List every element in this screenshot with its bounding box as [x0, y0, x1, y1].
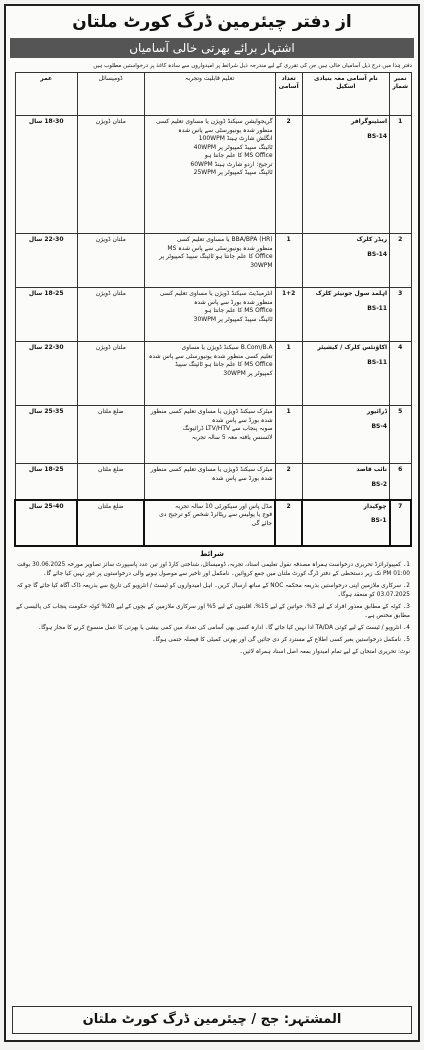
conditions-section — [6, 547, 418, 657]
table-row — [15, 342, 411, 406]
post-name: نائب قاصد — [356, 466, 388, 473]
header-count: تعداد آسامی — [275, 73, 302, 116]
table-row — [15, 288, 411, 342]
education-line: Office کا علم جانتا ہو ٹائپنگ سپیڈ کمپیوٹر پر — [159, 253, 273, 260]
post-scale: BS-1 — [370, 517, 387, 524]
header-domicile: ڈومیسائل — [77, 73, 144, 116]
cell-count: 1+2 — [275, 288, 302, 342]
header-post: نام آسامی معہ بنیادی اسکیل — [302, 73, 389, 116]
post-name: ڈرائیور — [366, 408, 388, 415]
education-line: ٹائپنگ سپیڈ کمپیوٹر پر 30WPM — [193, 315, 273, 323]
cell-no: 7 — [390, 500, 411, 546]
cell-post — [302, 500, 389, 546]
cell-post — [302, 116, 389, 234]
education-line: 30WPM — [250, 261, 273, 269]
advertiser-footer: المشتہر: جج / چیئرمین ڈرگ کورٹ ملتان — [12, 1006, 412, 1034]
education-line: تعلیم کسی منظور شدہ یونیورسٹی سے پاس شدہ — [148, 352, 273, 360]
education-line: میٹرک سیکنڈ ڈویژن یا مساوی تعلیم کسی منظور — [150, 408, 273, 415]
cell-education — [144, 464, 275, 500]
post-name: اکاؤنٹس کلرک / کیشیئر — [317, 344, 388, 351]
cell-count: 1 — [275, 234, 302, 288]
condition-item: 3۔ کوٹہ کے مطابق معذور افراد کے لیے 3%، خواتین کے لیے 15%، اقلیتوں کے لیے 5% اور سرکاری ملازمین کے بچوں کے لیے 20% کوٹہ حکومت پنجاب کی پالیسی کے مطابق مختص ہے۔ — [16, 603, 410, 619]
post-name: ریڈر کلرک — [356, 236, 388, 243]
education-line: منظور شدہ یونیورسٹی سے پاس شدہ MS — [167, 244, 273, 252]
cell-domicile: ملتان ڈویژن — [77, 342, 144, 406]
education-line: ٹائپنگ سپیڈ کمپیوٹر پر 40WPM — [193, 143, 273, 151]
cell-domicile: ملتان ڈویژن — [77, 116, 144, 234]
condition-item: 5۔ نامکمل درخواستیں بغیر کسی اطلاع کے مسترد کر دی جائیں گی اور بھرتی کمیٹی کا فیصلہ حتمی ہوگا۔ — [152, 636, 410, 643]
cell-domicile: ملتان ڈویژن — [77, 288, 144, 342]
condition-item: نوٹ: تحریری امتحان کے لیے تمام امیدوار بمعہ اصل اسناد ہمراہ لائیں۔ — [239, 648, 410, 655]
condition-item: 1۔ کمپیوٹرائزڈ تحریری درخواست ہمراہ مصدقہ نقول تعلیمی اسناد، تجربہ، ڈومیسائل، شناختی کارڈ اور تین عدد پاسپورٹ سائز تصاویر مورخہ 30.06.2025 بوقت 01:00 PM تک زیر دستخطی کے دفتر ڈرگ کورٹ ملتان میں جمع کروائیں۔ نامکمل اور تاخیر سے موصول ہونے والی درخواستوں پر غور نہیں کیا جائے گا۔ — [17, 561, 410, 577]
education-line: صوبہ پنجاب سے LTV/HTV ڈرائیونگ — [182, 425, 273, 432]
header-no: نمبر شمار — [390, 73, 411, 116]
cell-count: 2 — [275, 464, 302, 500]
cell-no: 1 — [390, 116, 411, 234]
education-line: انگلش شارٹ ہینڈ 100WPM — [198, 135, 273, 142]
cell-post — [302, 234, 389, 288]
cell-no: 3 — [390, 288, 411, 342]
education-line: ٹائپنگ سپیڈ کمپیوٹر پر 25WPM — [193, 169, 273, 176]
cell-post — [302, 288, 389, 342]
post-name: چوکیدار — [363, 502, 387, 510]
condition-item: 4۔ انٹرویو / ٹیسٹ کے لیے کوئی TA/DA ادا نہیں کیا جائے گا۔ ادارہ کسی بھی آسامی کی تعداد میں کمی بیشی یا بھرتی کا عمل منسوخ کرنے کا مجاز ہوگا۔ — [37, 624, 410, 631]
ad-banner: اشتہار برائے بھرتی خالی آسامیاں — [10, 38, 414, 58]
conditions-list — [14, 561, 410, 657]
cell-age: 18-25 سال — [15, 464, 77, 500]
cell-education — [144, 116, 275, 234]
education-line: انٹرمیڈیٹ سیکنڈ ڈویژن یا مساوی تعلیم کسی — [159, 290, 273, 297]
cell-post — [302, 406, 389, 464]
cell-education — [144, 288, 275, 342]
education-line: منظور شدہ بورڈ سے پاس شدہ — [194, 298, 273, 306]
cell-education — [144, 406, 275, 464]
office-title: از دفتر چیئرمین ڈرگ کورٹ ملتان — [72, 12, 352, 32]
education-line: شدہ بورڈ سے پاس شدہ — [211, 474, 273, 482]
cell-age: 18-25 سال — [15, 288, 77, 342]
education-line: MS Office کا علم جانتا ہو — [204, 307, 273, 314]
cell-no: 5 — [390, 406, 411, 464]
cell-count: 1 — [275, 406, 302, 464]
condition-item: 2۔ سرکاری ملازمین اپنی درخواستیں بذریعہ محکمہ NOC کے ساتھ ارسال کریں۔ اہل امیدواروں کو ٹیسٹ / انٹرویو کی تاریخ سے بذریعہ ڈاک آگاہ کیا جائے گا جو کہ 03.07.2025 کو منعقد ہوگا۔ — [16, 582, 410, 598]
education-line: MS Office کا علم جانتا ہو ٹائپنگ سپیڈ — [175, 361, 273, 368]
cell-age: 18-30 سال — [15, 116, 77, 234]
post-name: اسٹینوگرافر — [351, 118, 388, 125]
conditions-heading: شرائط — [200, 549, 224, 558]
table-row — [15, 500, 411, 546]
cell-domicile: ضلع ملتان — [77, 406, 144, 464]
post-scale: BS-11 — [367, 304, 388, 312]
education-line: ترجیح: اردو شارٹ ہینڈ 60WPM — [190, 160, 273, 168]
table-row — [15, 116, 411, 234]
cell-domicile: ملتان ڈویژن — [77, 234, 144, 288]
cell-age: 22-30 سال — [15, 342, 77, 406]
cell-count: 2 — [275, 116, 302, 234]
post-scale: BS-11 — [367, 358, 388, 366]
header-education: تعلیم قابلیت وتجربہ — [144, 73, 275, 116]
header-age: عمر — [15, 73, 77, 116]
education-line: جائے گی — [251, 519, 273, 527]
education-line: شدہ بورڈ سے پاس شدہ — [211, 416, 273, 424]
post-scale: BS-14 — [367, 132, 388, 140]
cell-domicile: ضلع ملتان — [77, 464, 144, 500]
cell-no: 4 — [390, 342, 411, 406]
table-row — [15, 464, 411, 500]
education-line: MS Office کا علم جانتا ہو — [204, 152, 273, 159]
post-name: اہلمد سول جونیئر کلرک — [315, 290, 388, 297]
table-row — [15, 234, 411, 288]
vacancy-table — [14, 72, 412, 547]
education-line: میٹرک سیکنڈ ڈویژن یا مساوی تعلیم کسی منظور — [150, 466, 273, 473]
education-line: BBA/BPA (HR) یا مساوی تعلیم کسی — [176, 236, 273, 243]
cell-age: 25-35 سال — [15, 406, 77, 464]
post-scale: BS-2 — [371, 480, 388, 488]
cell-education — [144, 234, 275, 288]
education-line: کمپیوٹر پر 30WPM — [223, 369, 273, 377]
table-row — [15, 406, 411, 464]
cell-age: 25-40 سال — [15, 500, 77, 546]
intro-text: دفتر ہٰذا میں درج ذیل آسامیاں خالی ہیں جن کی تقرری کے لیے مندرجہ ذیل شرائط پر امیدواروں سے سادہ کاغذ پر درخواستیں مطلوب ہیں — [93, 63, 412, 69]
education-line: لائسنس یافتہ معہ 5 سالہ تجربہ — [191, 433, 273, 441]
cell-no: 2 — [390, 234, 411, 288]
education-line: مڈل پاس اور سیکورٹی 10 سالہ تجربہ — [174, 502, 273, 510]
cell-count: 2 — [275, 500, 302, 546]
post-scale: BS-4 — [371, 422, 388, 430]
cell-education — [144, 342, 275, 406]
cell-education — [144, 500, 275, 546]
post-scale: BS-14 — [367, 250, 388, 258]
cell-age: 22-30 سال — [15, 234, 77, 288]
cell-post — [302, 464, 389, 500]
cell-no: 6 — [390, 464, 411, 500]
education-line: منظور شدہ یونیورسٹی سے پاس شدہ — [178, 126, 273, 134]
cell-post — [302, 342, 389, 406]
table-body — [15, 116, 411, 546]
table-header-row — [15, 73, 411, 116]
cell-count: 1 — [275, 342, 302, 406]
education-line: B.Com/B.A سیکنڈ ڈویژن یا مساوی — [181, 344, 273, 351]
education-line: فوج یا پولیس سے ریٹائرڈ شخص کو ترجیح دی — [159, 511, 273, 518]
advertisement-page — [4, 4, 420, 1042]
cell-domicile: ضلع ملتان — [77, 500, 144, 546]
education-line: گریجوایشن سیکنڈ ڈویژن یا مساوی تعلیم کسی — [155, 118, 273, 125]
